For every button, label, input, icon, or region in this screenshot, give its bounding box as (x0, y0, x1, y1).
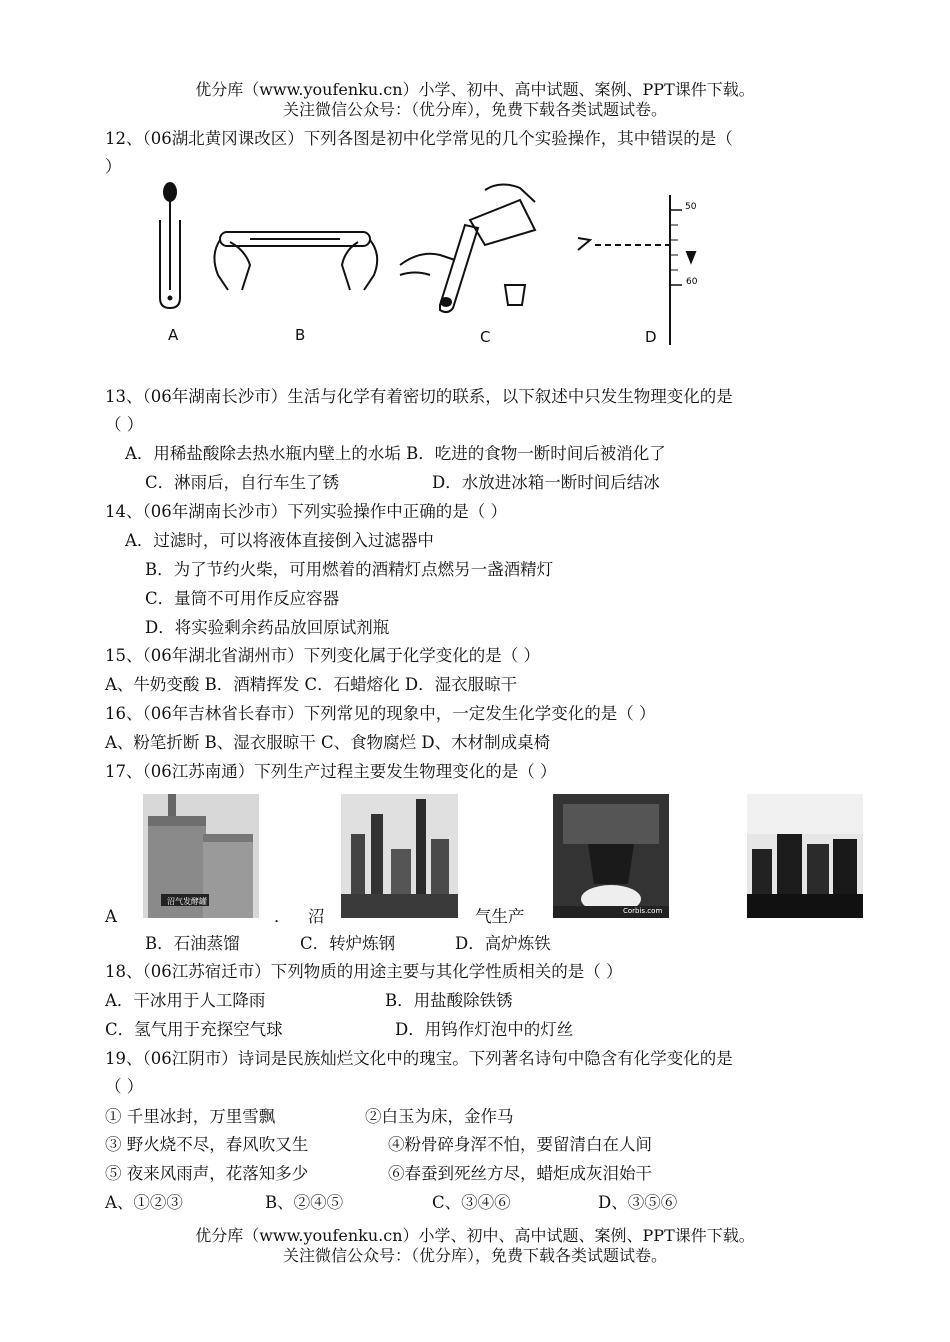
q18-option-a: A．干冰用于人工降雨 (105, 991, 266, 1010)
q15-stem: 15、（06年湖北省湖州市）下列变化属于化学变化的是（ ） (105, 646, 540, 665)
cylinder-scale-bottom: 60 (686, 277, 698, 287)
figure-b-hands-holding-tube (214, 232, 377, 290)
biogas-tank-caption: 沼气发酵罐 (167, 897, 207, 906)
q14-option-d: D．将实验剩余药品放回原试剂瓶 (145, 618, 390, 637)
q14-stem: 14、（06年湖南长沙市）下列实验操作中正确的是（ ） (105, 502, 507, 521)
experiment-diagram (150, 180, 730, 350)
q17-option-b: B．石油蒸馏 (145, 934, 240, 953)
q14-option-b: B．为了节约火柴，可用燃着的酒精灯点燃另一盏酒精灯 (145, 560, 554, 579)
footer-line-1: 优分库（www.youfenku.cn）小学、初中、高中试题、案例、PPT课件下载。 (195, 1226, 755, 1245)
photo-converter-steelmaking (553, 794, 669, 918)
q13-option-c: C．淋雨后，自行车生了锈 (145, 473, 340, 492)
q12-figure (150, 180, 730, 350)
figure-label-a: A (168, 326, 179, 344)
photo-biogas-tanks (143, 794, 259, 918)
q18-option-b: B．用盐酸除铁锈 (385, 991, 513, 1010)
q19-paren: （ ） (105, 1077, 144, 1096)
q19-poem-5: ⑤ 夜来风雨声，花落知多少 (105, 1164, 309, 1183)
q13-option-d: D．水放进冰箱一断时间后结冰 (432, 473, 660, 492)
header-line-1: 优分库（www.youfenku.cn）小学、初中、高中试题、案例、PPT课件下载。 (195, 80, 755, 99)
cylinder-scale-top: 50 (685, 202, 697, 212)
photo-blast-furnace (747, 794, 863, 918)
q19-option-a: A、①②③ (105, 1193, 183, 1212)
q19-stem: 19、（06江阴市）诗词是民族灿烂文化中的瑰宝。下列著名诗句中隐含有化学变化的是 (105, 1049, 733, 1068)
q13-paren: （ ） (105, 415, 144, 434)
footer-line-2: 关注微信公众号：（优分库），免费下载各类试题试卷。 (282, 1246, 667, 1265)
q13-options-ab: A．用稀盐酸除去热水瓶内壁上的水垢 B．吃进的食物一断时间后被消化了 (125, 444, 666, 463)
photo-oil-refinery (341, 794, 458, 918)
q13-stem: 13、（06年湖南长沙市）生活与化学有着密切的联系，以下叙述中只发生物理变化的是 (105, 387, 733, 406)
q18-option-d: D．用钨作灯泡中的灯丝 (395, 1020, 574, 1039)
corbis-watermark: Corbis.com (623, 907, 663, 915)
figure-c-pouring-into-tube (400, 184, 535, 312)
q17-option-c: C．转炉炼钢 (300, 934, 396, 953)
q17-qisheng: 气生产 (475, 907, 525, 926)
q14-option-c: C．量筒不可用作反应容器 (145, 589, 340, 608)
q12-stem: 12、（06湖北黄冈课改区）下列各图是初中化学常见的几个实验操作，其中错误的是（ (105, 129, 733, 148)
figure-a-dropper-in-tube (160, 183, 180, 308)
q16-stem: 16、（06年吉林省长春市）下列常见的现象中，一定发生化学变化的是（ ） (105, 704, 656, 723)
q18-stem: 18、（06江苏宿迁市）下列物质的用途主要与其化学性质相关的是（ ） (105, 962, 623, 981)
q19-poem-1: ① 千里冰封，万里雪飘 (105, 1107, 276, 1126)
q16-options: A、粉笔折断 B、湿衣服晾干 C、食物腐烂 D、木材制成桌椅 (105, 733, 551, 752)
q17-stem: 17、（06江苏南通）下列生产过程主要发生物理变化的是（ ） (105, 762, 557, 781)
q17-option-d: D．高炉炼铁 (455, 934, 551, 953)
q12-stem-end: ） (105, 157, 122, 176)
q14-option-a: A．过滤时，可以将液体直接倒入过滤器中 (125, 531, 434, 550)
q17-dot: ． (274, 907, 291, 926)
header-line-2: 关注微信公众号：（优分库），免费下载各类试题试卷。 (282, 100, 667, 119)
q15-options: A、牛奶变酸 B．酒精挥发 C．石蜡熔化 D．湿衣服晾干 (105, 675, 518, 694)
q19-poem-3: ③ 野火烧不尽，春风吹又生 (105, 1135, 309, 1154)
q18-option-c: C．氢气用于充探空气球 (105, 1020, 283, 1039)
figure-label-b: B (295, 326, 306, 344)
q19-poem-2: ②白玉为床，金作马 (365, 1107, 514, 1126)
q19-poem-4: ④粉骨碎身浑不怕，要留清白在人间 (388, 1135, 652, 1154)
q17-zhao: 沼 (308, 907, 325, 926)
figure-label-c: C (480, 328, 491, 346)
q17-label-a: A (105, 907, 117, 926)
q19-poem-6: ⑥春蚕到死丝方尽，蜡炬成灰泪始干 (388, 1164, 652, 1183)
q19-option-d: D、③⑤⑥ (598, 1193, 678, 1212)
figure-d-reading-cylinder (578, 195, 695, 345)
q19-option-b: B、②④⑤ (265, 1193, 344, 1212)
figure-label-d: D (645, 328, 657, 346)
q19-option-c: C、③④⑥ (432, 1193, 511, 1212)
